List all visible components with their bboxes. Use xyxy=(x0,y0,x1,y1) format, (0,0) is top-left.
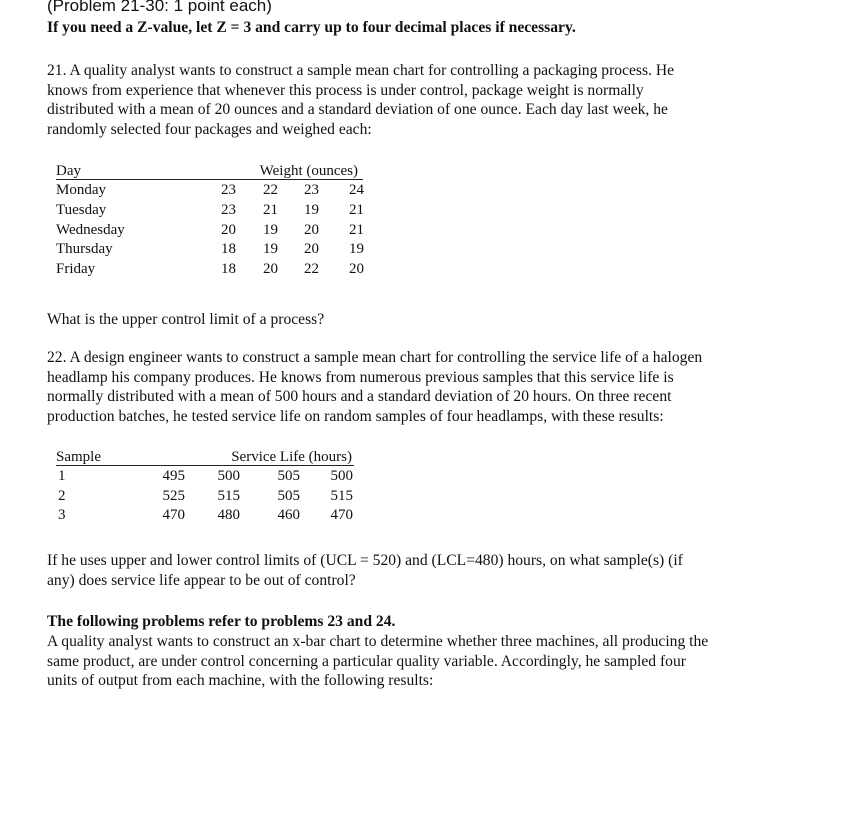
q23-24-heading: The following problems refer to problems 23 and 24. xyxy=(47,613,396,630)
q21-line: distributed with a mean of 20 ounces and a standard deviation of one ounce. Each day last week, he xyxy=(47,101,668,118)
row-label: Friday xyxy=(56,261,96,277)
cell-value: 480 xyxy=(217,507,240,523)
q21-line: randomly selected four packages and weighed each: xyxy=(47,120,372,138)
cell-value: 19 xyxy=(263,241,278,257)
row-label: Tuesday xyxy=(56,202,107,218)
q22-line: 22. A design engineer wants to construct a sample mean chart for controlling the service life of a halogen xyxy=(47,349,703,366)
cell-value: 23 xyxy=(221,202,236,218)
cell-value: 19 xyxy=(349,241,364,257)
cell-value: 21 xyxy=(349,202,364,218)
cell-value: 495 xyxy=(162,468,185,484)
row-label: 2 xyxy=(58,488,66,504)
cell-value: 18 xyxy=(221,261,236,277)
q21-question: What is the upper control limit of a process? xyxy=(47,311,325,328)
row-label: Wednesday xyxy=(56,222,125,238)
cell-value: 20 xyxy=(349,261,364,277)
cell-value: 500 xyxy=(217,468,240,484)
cell-value: 470 xyxy=(330,507,353,523)
row-label: Monday xyxy=(56,182,106,198)
q23-24-line: A quality analyst wants to construct an x-bar chart to determine whether three machines, all producing the xyxy=(47,633,709,650)
cell-value: 21 xyxy=(263,202,278,218)
q23-24-line: units of output from each machine, with the following results: xyxy=(47,672,434,689)
cell-value: 23 xyxy=(221,182,236,198)
service-life-table xyxy=(56,448,366,528)
cell-value: 22 xyxy=(304,261,319,277)
row-label: 1 xyxy=(58,468,66,484)
service-life-column-header: Service Life (hours) xyxy=(180,448,354,466)
weight-table xyxy=(56,162,366,282)
q22-paragraph xyxy=(47,348,702,426)
cell-value: 19 xyxy=(304,202,319,218)
cell-value: 505 xyxy=(277,468,300,484)
q22-line: headlamp his company produces. He knows from numerous previous samples that this service life is xyxy=(47,368,674,386)
q21-line: knows from experience that whenever this process is under control, package weight is normally xyxy=(47,81,644,99)
cell-value: 23 xyxy=(304,182,319,198)
problem-range-title: (Problem 21-30: 1 point each) xyxy=(47,0,272,15)
q23-24-line: same product, are under control concerning a particular quality variable. Accordingly, he sampled four xyxy=(47,652,686,670)
sample-column-header: Sample xyxy=(56,448,186,466)
cell-value: 19 xyxy=(263,222,278,238)
cell-value: 20 xyxy=(221,222,236,238)
day-column-header: Day xyxy=(56,162,226,180)
q22-question-line: If he uses upper and lower control limits of (UCL = 520) and (LCL=480) hours, on what sample(s) (if xyxy=(47,552,683,569)
cell-value: 515 xyxy=(217,488,240,504)
cell-value: 20 xyxy=(263,261,278,277)
q22-question-line: any) does service life appear to be out of control? xyxy=(47,571,356,589)
q21-paragraph xyxy=(47,61,674,139)
q22-line: normally distributed with a mean of 500 hours and a standard deviation of 20 hours. On three recent xyxy=(47,388,672,405)
row-label: Thursday xyxy=(56,241,113,257)
cell-value: 500 xyxy=(330,468,353,484)
cell-value: 21 xyxy=(349,222,364,238)
row-label: 3 xyxy=(58,507,66,523)
cell-value: 24 xyxy=(349,182,364,198)
q23-24-paragraph xyxy=(47,632,708,691)
z-value-instruction: If you need a Z-value, let Z = 3 and carry up to four decimal places if necessary. xyxy=(47,19,576,36)
cell-value: 460 xyxy=(277,507,300,523)
cell-value: 515 xyxy=(330,488,353,504)
cell-value: 22 xyxy=(263,182,278,198)
q22-question xyxy=(47,551,683,590)
q22-line: production batches, he tested service life on random samples of four headlamps, with these results: xyxy=(47,407,664,425)
cell-value: 20 xyxy=(304,222,319,238)
cell-value: 20 xyxy=(304,241,319,257)
cell-value: 18 xyxy=(221,241,236,257)
q21-line: 21. A quality analyst wants to construct a sample mean chart for controlling a packaging process. He xyxy=(47,62,675,79)
cell-value: 505 xyxy=(277,488,300,504)
cell-value: 525 xyxy=(162,488,185,504)
cell-value: 470 xyxy=(162,507,185,523)
weight-column-header: Weight (ounces) xyxy=(214,162,363,180)
